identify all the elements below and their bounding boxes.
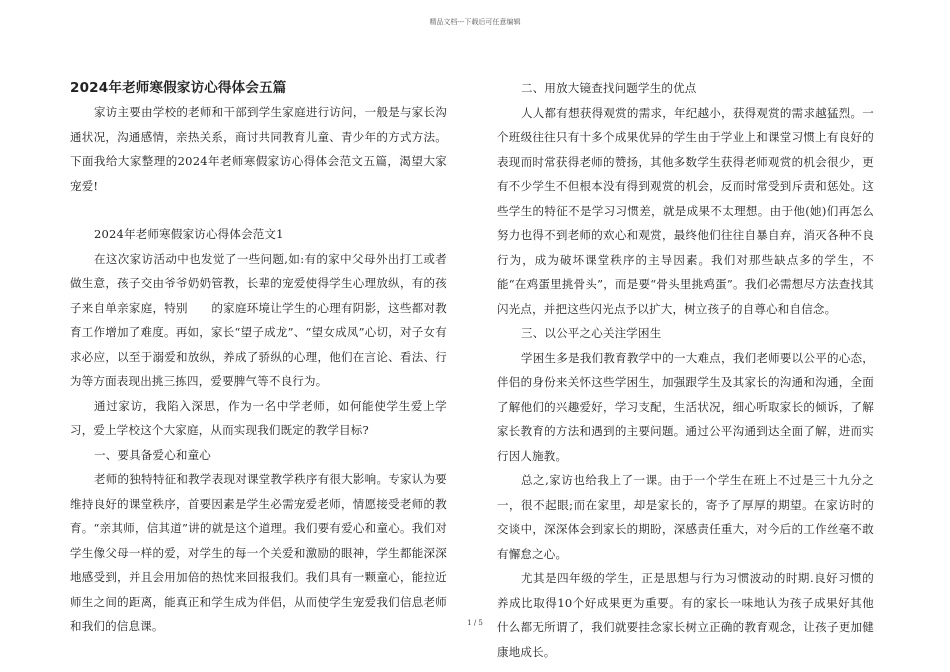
- left-column: [70, 76, 447, 639]
- paragraph-6: 总之,家访也给我上了一课。由于一个学生在班上不过是三十九分之一，很不起眼;而在家里，却是家长的，寄予了厚厚的期望。在家访时的交谈中，深深体会到家长的期盼，深感责任重大，对今后的工作丝毫不敢有懈怠之心。: [497, 473, 874, 561]
- paragraph-1: 在这次家访活动中也发觉了一些问题,如:有的家中父母外出打工或者做生意，孩子交由爷爷奶奶管教，长辈的宠爱使得学生心理放纵，有的孩子来自单亲家庭，特别 的家庭环境让学生的心理有阴影，这些都对教育工作增加了难度。再如，家长“望子成龙”、“望女成凤”心切，对子女有求必应，以至于溺爱和放纵，养成了骄纵的心理，他们在言论、看法、行为等方面表现出挑三拣四，爱要脾气等不良行为。: [70, 251, 447, 388]
- intro-paragraph: 家访主要由学校的老师和干部到学生家庭进行访问，一般是与家长沟通状况，沟通感情，亲热关系，商讨共同教育儿童、青少年的方式方法。下面我给大家整理的2024年老师寒假家访心得体会范文五篇，渴望大家宠爱!: [70, 105, 447, 193]
- spacer: [70, 198, 447, 222]
- paragraph-4: 人人都有想获得观赏的需求，年纪越小，获得观赏的需求越猛烈。一个班级往往只有十多个成果优异的学生由于学业上和课堂习惯上有良好的表现而时常获得老师的赞扬，其他多数学生获得老师观赏的机会很少，更有不少学生不但根本没有得到观赏的机会，反而时常受到斥责和惩处。这些学生的特征不是学习习惯差，就是成果不太理想。由于他(她)们再怎么努力也得不到老师的欢心和观赏，最终他们往往自暴自弃，消灭各种不良行为，成为破坏课堂秩序的主导因素。我们对那些缺点多的学生，不能“在鸡蛋里挑骨头”，而是要“骨头里挑鸡蛋”。我们必需想尽方法查找其闪光点，并把这些闪光点予以扩大，树立孩子的自尊心和自信念。: [497, 105, 874, 316]
- paragraph-7: 尤其是四年级的学生，正是思想与行为习惯波动的时期.良好习惯的养成比取得10个好成果更为重要。有的家长一味地认为孩子成果好其他什么都无所谓了，我们就要挂念家长树立正确的教育观念，让孩子更加健康地成长。: [497, 571, 874, 659]
- section-subtitle: 2024年老师寒假家访心得体会范文1: [94, 227, 284, 241]
- paragraph-5: 学困生多是我们教育教学中的一大难点，我们老师要以公平的心态，伴侣的身份来关怀这些学困生，加强跟学生及其家长的沟通和沟通，全面了解他们的兴趣爱好，学习支配，生活状况，细心听取家长的倾诉，了解家长教育的方法和遇到的主要问题。通过公平沟通到达全面了解，进而实行因人施教。: [497, 350, 874, 463]
- page-number: 1 / 5: [467, 619, 483, 627]
- document-title: 2024年老师寒假家访心得体会五篇: [70, 80, 287, 96]
- paragraph-3: 老师的独特特征和教学表现对课堂教学秩序有很大影响。专家认为要维持良好的课堂秩序，首要因素是学生必需宠爱老师，情愿接受老师的教育。“亲其师，信其道”讲的就是这个道理。我们要有爱心和童心。我们对学生像父母一样的爱，对学生的每一个关爱和激励的眼神，学生都能深深地感受到，并且会用加倍的热忱来回报我们。我们具有一颗童心，能拉近师生之间的距离，能真正和学生成为伴侣，从而使学生宠爱我们信息老师和我们的信息课。: [70, 472, 447, 633]
- heading-3: 三、以公平之心关注学困生: [521, 326, 662, 340]
- heading-1: 一、要具备爱心和童心: [94, 447, 211, 462]
- header-note: 精品文档---下载后可任意编辑: [429, 18, 521, 26]
- paragraph-2: 通过家访，我陷入深思，作为一名中学老师，如何能使学生爱上学习，爱上学校这个大家庭，从而实现我们既定的教学目标?: [70, 398, 447, 437]
- heading-2: 二、用放大镜查找问题学生的优点: [521, 81, 697, 95]
- right-column: [497, 76, 874, 664]
